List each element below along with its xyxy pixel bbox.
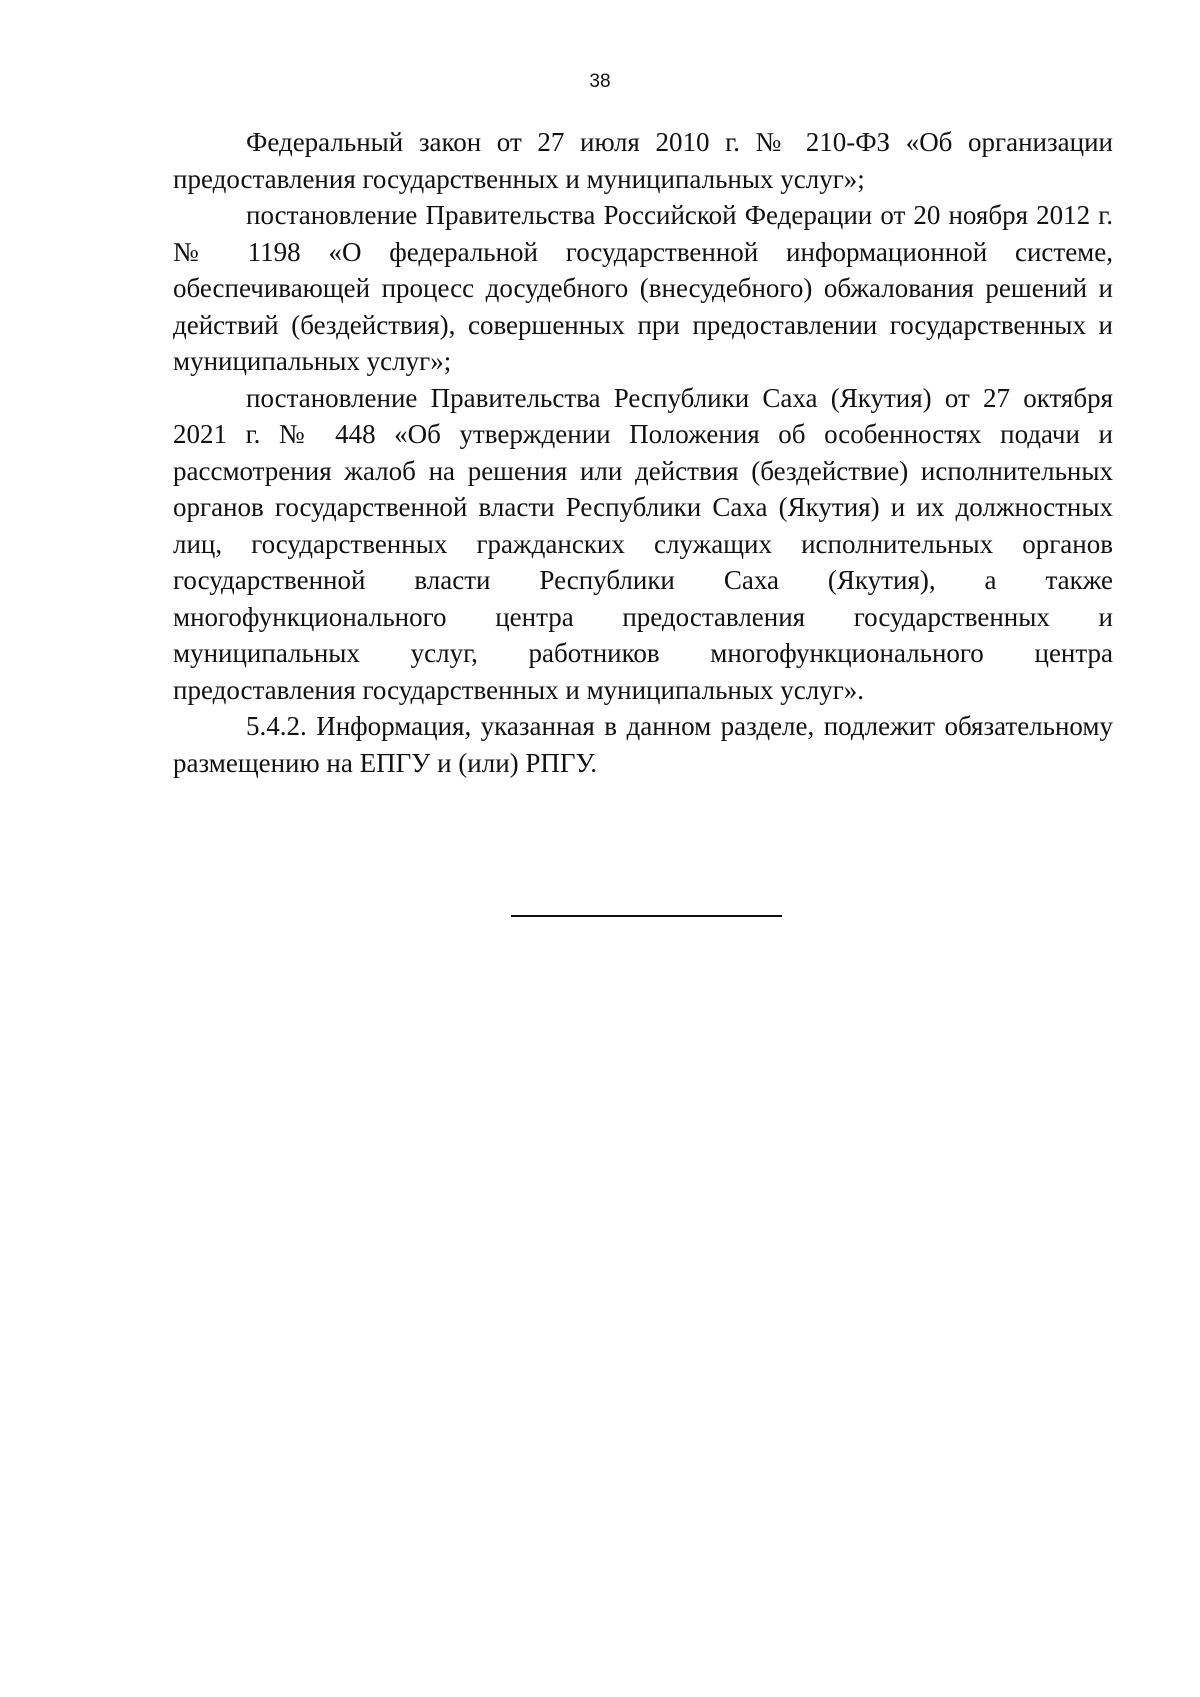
document-body — [173, 124, 1113, 781]
paragraph-5-4-2: 5.4.2. Информация, указанная в данном разделе, подлежит обязательному размещению на ЕПГУ и (или) РПГУ. — [173, 711, 1113, 778]
page-number: 38 — [589, 71, 611, 92]
paragraph-federal-law-210: Федеральный закон от 27 июля 2010 г. № 210-ФЗ «Об организации предоставления государственных и муниципальных услуг»; — [173, 127, 1113, 194]
paragraph-government-decree-1198: постановление Правительства Российской Федерации от 20 ноября 2012 г. № 1198 «О федеральной государственной информационной системе, обеспечивающей процесс досудебного (внесудебного) обжалования решений и действий (бездействия), совершенных при предоставлении государственных и муниципальных услуг»; — [173, 200, 1113, 376]
paragraph-yakutia-decree-448: постановление Правительства Республики Саха (Якутия) от 27 октября 2021 г. № 448 «Об утверждении Положения об особенностях подачи и рассмотрения жалоб на решения или действия (бездействие) исполнительных органов государственной власти Республики Саха (Якутия) и их должностных лиц, государственных гражданских служащих исполнительных органов государственной власти Республики Саха (Якутия), а также многофункционального центра предоставления государственных и муниципальных услуг, работников многофункционального центра предоставления государственных и муниципальных услуг». — [173, 382, 1113, 705]
end-of-document-rule — [511, 915, 782, 917]
